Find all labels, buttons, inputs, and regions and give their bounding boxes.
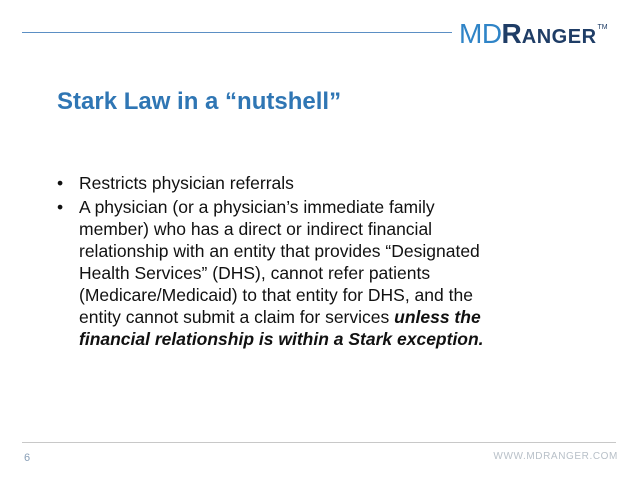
footer-rule	[22, 442, 616, 443]
logo-trademark: TM	[597, 24, 608, 31]
bullet-line: member) who has a direct or indirect financial	[79, 219, 433, 239]
bullet-marker: •	[57, 173, 64, 193]
logo-anger: ANGER	[521, 26, 597, 48]
bullet-line-6	[79, 306, 590, 328]
bullet-line: A physician (or a physician’s immediate family	[79, 197, 435, 217]
bullet-marker: •	[57, 197, 64, 217]
bullet-line: Health Services” (DHS), cannot refer patients	[79, 263, 431, 283]
bullet-item	[50, 172, 590, 194]
page-number: 6	[24, 452, 31, 464]
logo-r: R	[501, 18, 522, 49]
logo-md: MD	[459, 18, 502, 49]
bullet-line: (Medicare/Medicaid) to that entity for DHS, and the	[79, 285, 473, 305]
mdranger-logo	[459, 18, 608, 50]
emphasis-text: unless the	[394, 307, 481, 327]
emphasis-text: financial relationship is within a Stark exception.	[79, 329, 484, 349]
bullet-line-text: entity cannot submit a claim for services	[79, 307, 395, 327]
bullet-list	[50, 172, 590, 352]
header-rule	[22, 32, 452, 33]
bullet-item	[50, 196, 590, 350]
bullet-line: relationship with an entity that provides “Designated	[79, 241, 480, 261]
bullet-text: Restricts physician referrals	[79, 173, 294, 193]
footer-url: WWW.MDRANGER.COM	[493, 451, 618, 462]
slide-title: Stark Law in a “nutshell”	[57, 88, 342, 115]
